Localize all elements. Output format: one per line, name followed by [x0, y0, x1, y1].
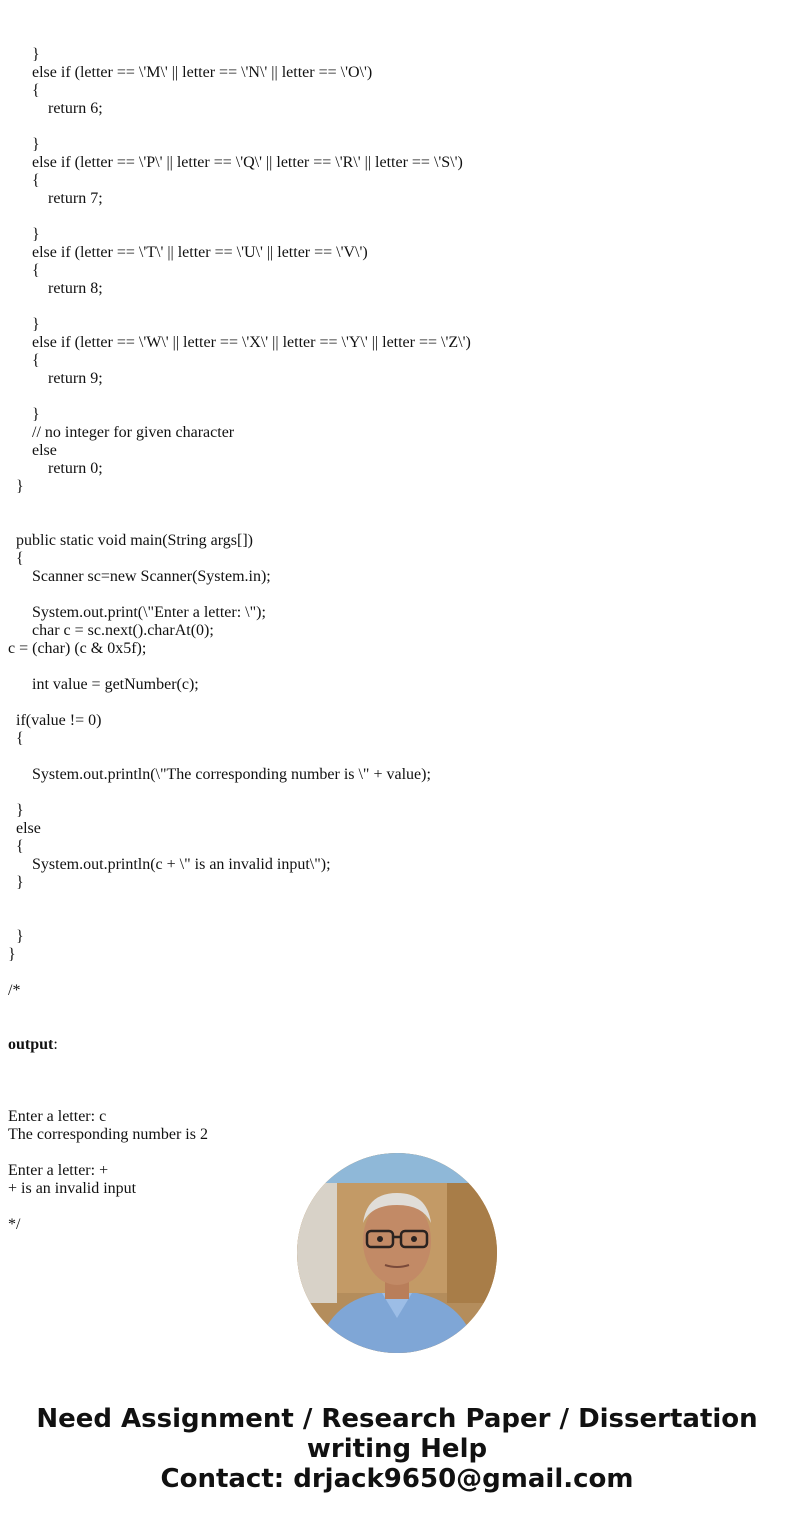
code-line: else if (letter == \'M\' || letter == \'N\' || letter == \'O\') [8, 64, 373, 81]
code-line [8, 892, 471, 910]
code-line [8, 784, 471, 802]
code-line: } [8, 406, 40, 423]
code-line [8, 658, 471, 676]
code-line: else [8, 442, 57, 459]
code-line: } [8, 136, 40, 153]
code-line [8, 388, 471, 406]
output-colon: : [53, 1036, 58, 1053]
code-line: // no integer for given character [8, 424, 235, 441]
code-line: } [8, 46, 40, 63]
code-line [8, 694, 471, 712]
output-line: */ [8, 1216, 21, 1233]
code-line: c = (char) (c & 0x5f); [8, 640, 147, 657]
code-line [8, 910, 471, 928]
code-line: { [8, 172, 40, 189]
code-line: } [8, 946, 16, 963]
output-line: Enter a letter: c [8, 1108, 107, 1125]
promo-banner [0, 1404, 794, 1494]
code-line: /* [8, 982, 21, 999]
code-line: return 6; [8, 100, 103, 117]
output-line: The corresponding number is 2 [8, 1126, 208, 1143]
code-line: int value = getNumber(c); [8, 676, 199, 693]
code-block [8, 10, 471, 1252]
code-line [8, 748, 471, 766]
output-line [8, 1090, 471, 1108]
code-line: public static void main(String args[]) [8, 532, 253, 549]
code-line: { [8, 730, 24, 747]
code-line: else [8, 820, 41, 837]
code-lines [8, 46, 471, 1000]
code-line: return 8; [8, 280, 103, 297]
output-line: Enter a letter: + [8, 1162, 109, 1179]
code-line: { [8, 82, 40, 99]
code-line: System.out.println(\"The corresponding number is \" + value); [8, 766, 431, 783]
portrait-image [297, 1153, 497, 1353]
code-line: } [8, 928, 24, 945]
code-line: Scanner sc=new Scanner(System.in); [8, 568, 271, 585]
code-line: { [8, 838, 24, 855]
code-line: } [8, 478, 24, 495]
code-line: return 9; [8, 370, 103, 387]
code-line: } [8, 226, 40, 243]
code-line: { [8, 262, 40, 279]
code-line [8, 496, 471, 514]
code-line: else if (letter == \'W\' || letter == \'X\' || letter == \'Y\' || letter == \'Z\') [8, 334, 471, 351]
code-line: } [8, 874, 24, 891]
output-label: output [8, 1036, 54, 1053]
code-line [8, 586, 471, 604]
author-avatar [297, 1153, 497, 1353]
code-line: else if (letter == \'P\' || letter == \'Q\' || letter == \'R\' || letter == \'S\') [8, 154, 463, 171]
output-line: + is an invalid input [8, 1180, 137, 1197]
code-line: } [8, 802, 24, 819]
code-line: return 0; [8, 460, 103, 477]
code-line: System.out.println(c + \" is an invalid input\"); [8, 856, 331, 873]
code-line [8, 208, 471, 226]
code-line [8, 298, 471, 316]
code-line: if(value != 0) [8, 712, 102, 729]
output-heading [8, 1036, 471, 1054]
code-line: char c = sc.next().charAt(0); [8, 622, 214, 639]
code-line [8, 118, 471, 136]
code-line: return 7; [8, 190, 103, 207]
code-line [8, 514, 471, 532]
code-line [8, 964, 471, 982]
code-line: } [8, 316, 40, 333]
promo-line-1: Need Assignment / Research Paper / Dissertation [36, 1404, 758, 1434]
promo-line-2: writing Help [306, 1434, 488, 1464]
code-line: { [8, 550, 24, 567]
promo-contact: Contact: drjack9650@gmail.com [160, 1464, 634, 1494]
code-line: { [8, 352, 40, 369]
code-line: else if (letter == \'T\' || letter == \'U\' || letter == \'V\') [8, 244, 368, 261]
code-line: System.out.print(\"Enter a letter: \"); [8, 604, 266, 621]
